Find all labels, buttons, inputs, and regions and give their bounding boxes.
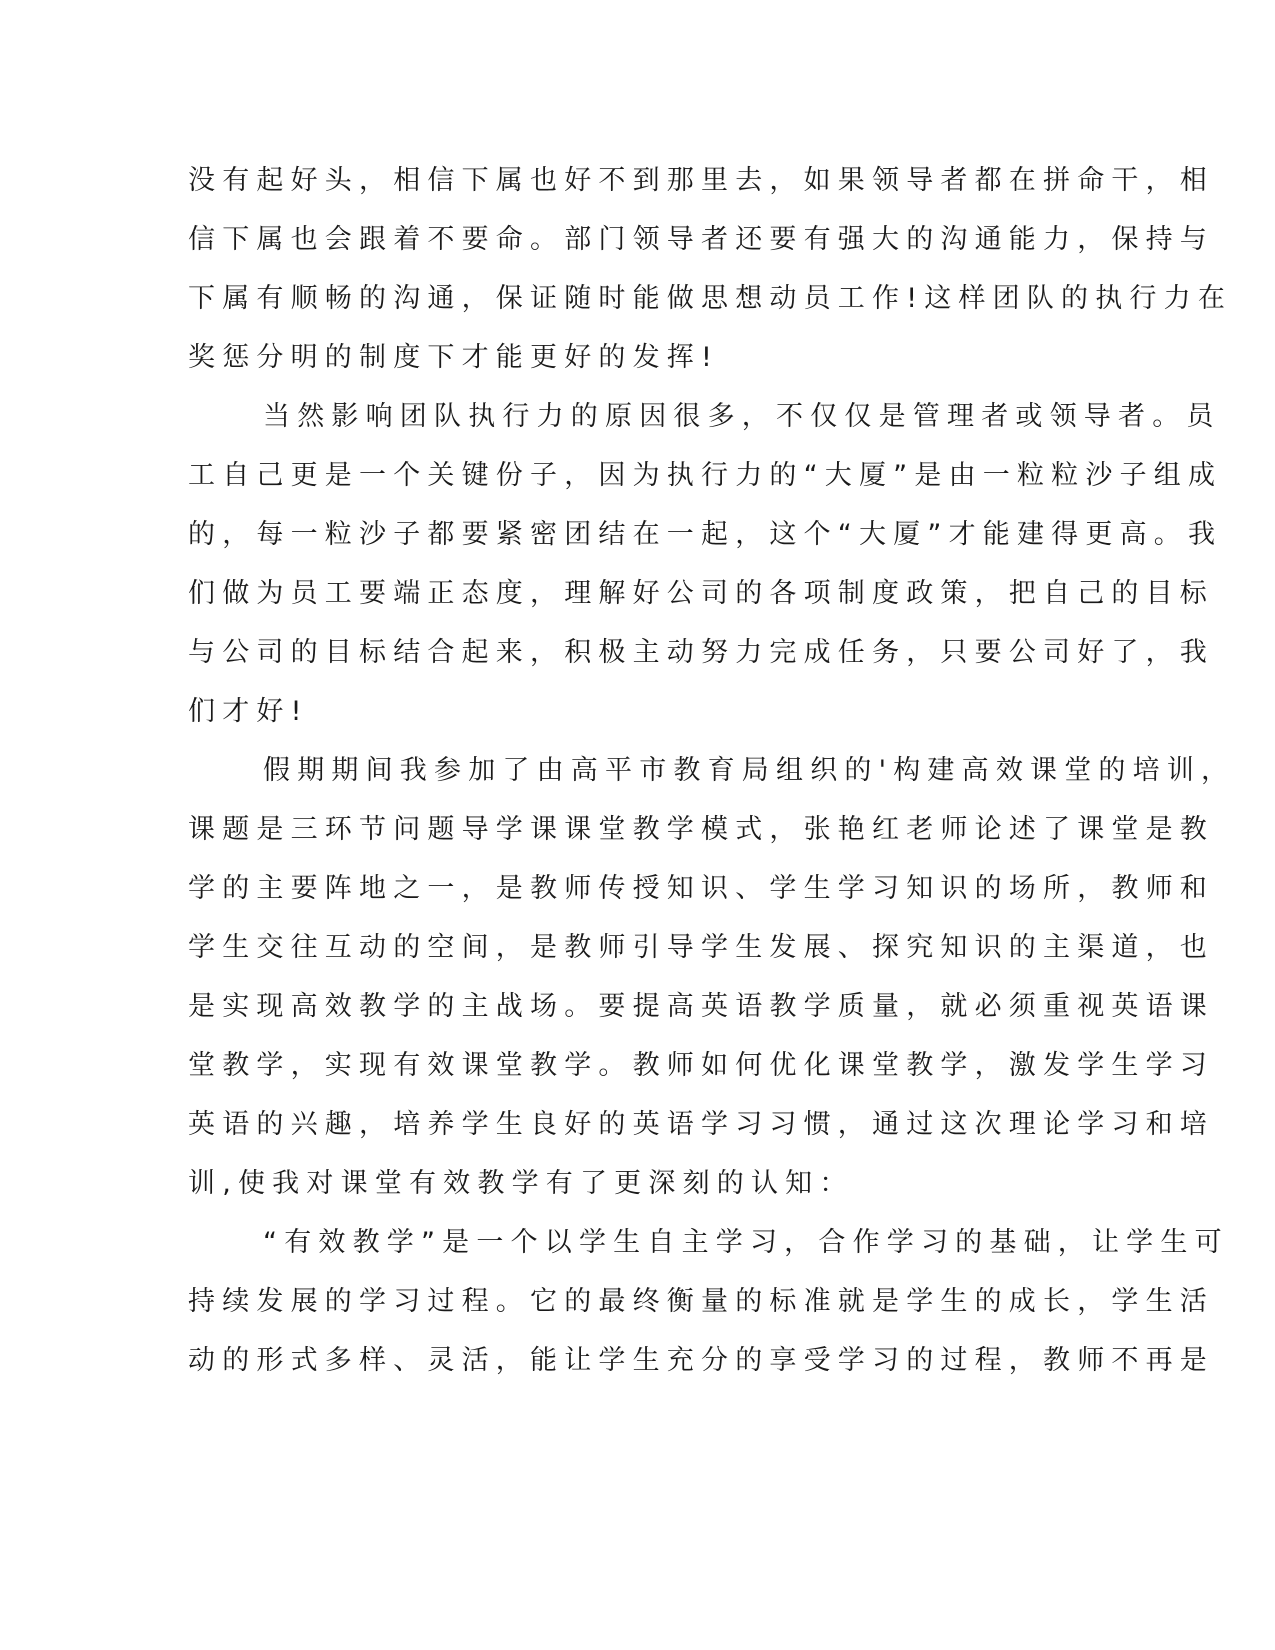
text-line: 训,使我对课堂有效教学有了更深刻的认知：: [188, 1168, 854, 1199]
text-line: 的，每一粒沙子都要紧密团结在一起，这个“大厦”才能建得更高。我: [188, 519, 1223, 550]
text-line: 奖惩分明的制度下才能更好的发挥!: [188, 342, 720, 373]
text-line: 是实现高效教学的主战场。要提高英语教学质量，就必须重视英语课: [188, 991, 1214, 1022]
paragraph-first-line: “有效教学”是一个以学生自主学习，合作学习的基础，让学生可: [263, 1227, 1229, 1258]
text-line: 英语的兴趣，培养学生良好的英语学习习惯，通过这次理论学习和培: [188, 1109, 1214, 1140]
text-line: 们做为员工要端正态度，理解好公司的各项制度政策，把自己的目标: [188, 578, 1214, 609]
text-line: 堂教学，实现有效课堂教学。教师如何优化课堂教学，激发学生学习: [188, 1050, 1214, 1081]
text-line: 下属有顺畅的沟通，保证随时能做思想动员工作!这样团队的执行力在: [188, 283, 1233, 314]
text-line: 持续发展的学习过程。它的最终衡量的标准就是学生的成长，学生活: [188, 1286, 1214, 1317]
text-line: 学的主要阵地之一，是教师传授知识、学生学习知识的场所，教师和: [188, 873, 1214, 904]
text-line: 信下属也会跟着不要命。部门领导者还要有强大的沟通能力，保持与: [188, 224, 1214, 255]
text-line: 们才好!: [188, 696, 309, 727]
paragraph-first-line: 当然影响团队执行力的原因很多，不仅仅是管理者或领导者。员: [263, 401, 1221, 432]
text-line: 与公司的目标结合起来，积极主动努力完成任务，只要公司好了，我: [188, 637, 1214, 668]
text-line: 没有起好头，相信下属也好不到那里去，如果领导者都在拼命干，相: [188, 165, 1214, 196]
text-line: 学生交往互动的空间，是教师引导学生发展、探究知识的主渠道，也: [188, 932, 1214, 963]
paragraph-first-line: 假期期间我参加了由高平市教育局组织的'构建高效课堂的培训，: [263, 755, 1236, 786]
text-line: 工自己更是一个关键份子，因为执行力的“大厦”是由一粒粒沙子组成: [188, 460, 1223, 491]
text-line: 动的形式多样、灵活，能让学生充分的享受学习的过程，教师不再是: [188, 1345, 1214, 1376]
text-line: 课题是三环节问题导学课课堂教学模式，张艳红老师论述了课堂是教: [188, 814, 1214, 845]
